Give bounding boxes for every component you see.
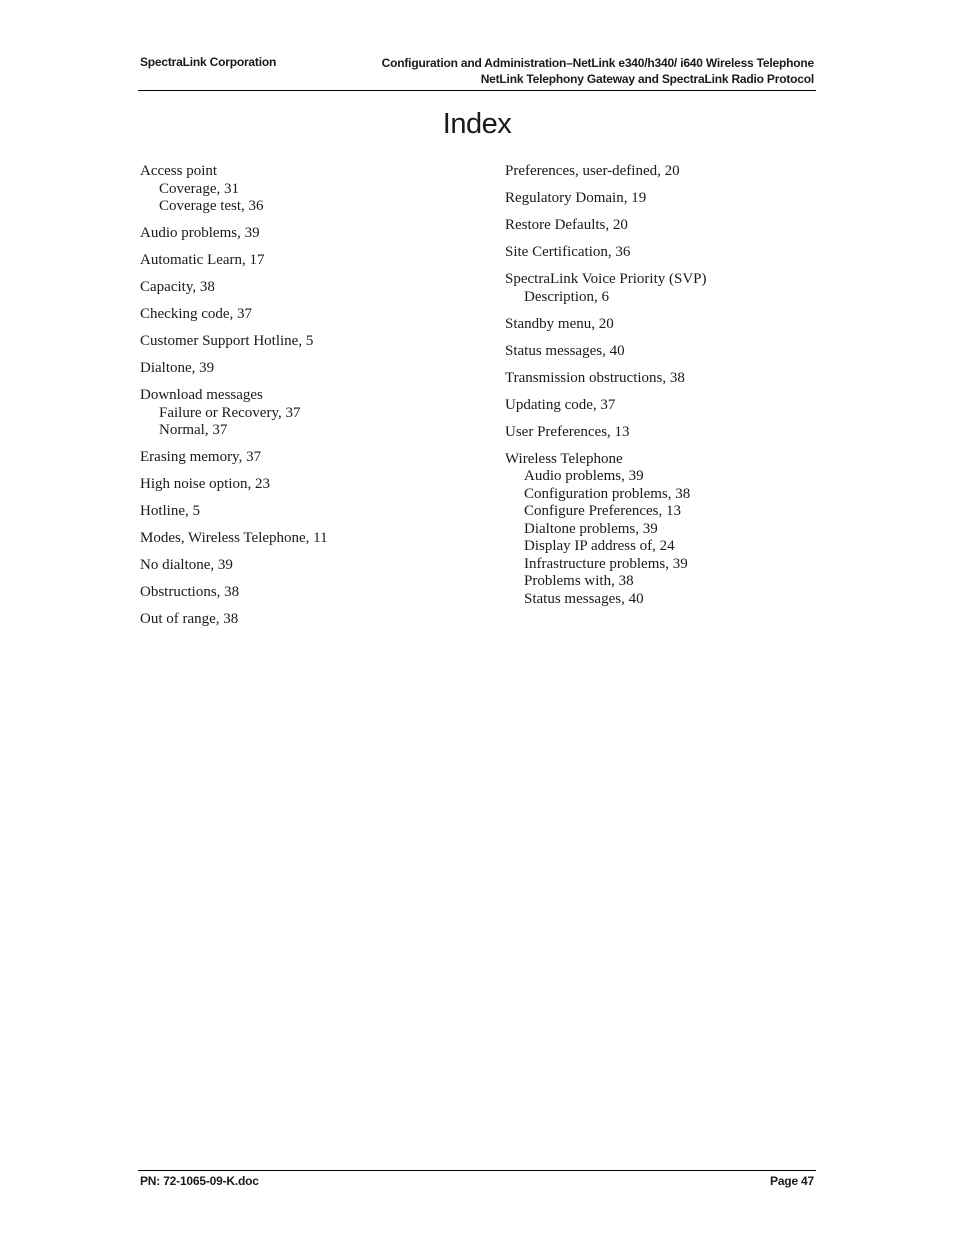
index-subterm: Infrastructure problems, 39 xyxy=(524,555,688,572)
index-subterm: Configure Preferences, 13 xyxy=(524,503,682,519)
index-term: Automatic Learn, 17 xyxy=(140,252,265,268)
index-term: Updating code, 37 xyxy=(505,396,616,413)
index-term: Obstructions, 38 xyxy=(140,584,240,600)
index-entry xyxy=(505,190,825,208)
index-subterm: Normal, 37 xyxy=(159,422,228,438)
index-term: Hotline, 5 xyxy=(140,503,200,519)
index-entry xyxy=(140,476,480,494)
header-divider xyxy=(138,90,816,91)
index-entry xyxy=(140,333,480,351)
index-term: Audio problems, 39 xyxy=(140,225,260,241)
index-entry xyxy=(140,503,480,521)
index-entry xyxy=(505,451,825,609)
footer-divider xyxy=(138,1170,816,1171)
index-term: Customer Support Hotline, 5 xyxy=(140,333,314,349)
index-entry xyxy=(140,584,480,602)
index-term: Wireless Telephone xyxy=(505,450,623,467)
index-subterm: Problems with, 38 xyxy=(524,573,634,589)
index-term: High noise option, 23 xyxy=(140,476,270,492)
index-entry xyxy=(505,424,825,442)
index-entry xyxy=(505,271,825,306)
index-term: Regulatory Domain, 19 xyxy=(505,190,647,206)
index-term: Checking code, 37 xyxy=(140,306,253,322)
index-term: Access point xyxy=(140,163,218,179)
index-subterm: Coverage, 31 xyxy=(159,180,239,197)
index-term: No dialtone, 39 xyxy=(140,557,233,573)
index-entry xyxy=(505,370,825,388)
index-entry xyxy=(140,557,480,575)
index-subterm: Coverage test, 36 xyxy=(159,198,264,214)
index-entry xyxy=(140,163,480,216)
index-term: Erasing memory, 37 xyxy=(140,449,262,465)
index-term: Status messages, 40 xyxy=(505,342,625,359)
index-term: Restore Defaults, 20 xyxy=(505,217,628,233)
index-entry xyxy=(140,530,480,548)
index-subterm: Description, 6 xyxy=(524,288,609,305)
index-entry xyxy=(505,244,825,262)
index-subterm: Audio problems, 39 xyxy=(524,468,644,484)
index-term: Capacity, 38 xyxy=(140,279,215,295)
index-column-right xyxy=(505,163,825,618)
index-entry xyxy=(140,360,480,378)
index-entry xyxy=(140,387,480,440)
footer-page-number: Page 47 xyxy=(770,1174,814,1188)
index-entry xyxy=(505,397,825,415)
index-entry xyxy=(140,449,480,467)
index-entry xyxy=(140,611,480,629)
index-entry xyxy=(140,225,480,243)
footer-part-number: PN: 72-1065-09-K.doc xyxy=(140,1174,259,1188)
index-term: SpectraLink Voice Priority (SVP) xyxy=(505,271,707,287)
index-term: Preferences, user-defined, 20 xyxy=(505,163,680,179)
index-entry xyxy=(505,163,825,181)
index-entry xyxy=(140,306,480,324)
index-term: Transmission obstructions, 38 xyxy=(505,369,685,386)
index-entry xyxy=(140,252,480,270)
index-subterm: Status messages, 40 xyxy=(524,590,644,607)
index-subterm: Configuration problems, 38 xyxy=(524,485,691,502)
header-title-line-2: NetLink Telephony Gateway and SpectraLink Radio Protocol xyxy=(480,72,814,86)
index-term: Standby menu, 20 xyxy=(505,315,614,332)
index-subterm: Failure or Recovery, 37 xyxy=(159,404,301,421)
header-title-line-1: Configuration and Administration–NetLink e340/h340/ i640 Wireless Telephone xyxy=(381,56,814,70)
index-term: Dialtone, 39 xyxy=(140,360,215,376)
header-document-title xyxy=(382,55,814,87)
header-company: SpectraLink Corporation xyxy=(140,55,277,69)
index-entry xyxy=(505,217,825,235)
index-term: Site Certification, 36 xyxy=(505,244,631,260)
index-entry xyxy=(140,279,480,297)
index-entry xyxy=(505,343,825,361)
index-subterm: Dialtone problems, 39 xyxy=(524,520,658,537)
index-term: Out of range, 38 xyxy=(140,611,239,627)
index-term: Modes, Wireless Telephone, 11 xyxy=(140,530,328,546)
index-term: User Preferences, 13 xyxy=(505,423,630,440)
index-subterm: Display IP address of, 24 xyxy=(524,538,675,554)
index-entry xyxy=(505,316,825,334)
index-column-left xyxy=(140,163,480,638)
index-term: Download messages xyxy=(140,387,263,403)
page-title: Index xyxy=(442,108,512,140)
